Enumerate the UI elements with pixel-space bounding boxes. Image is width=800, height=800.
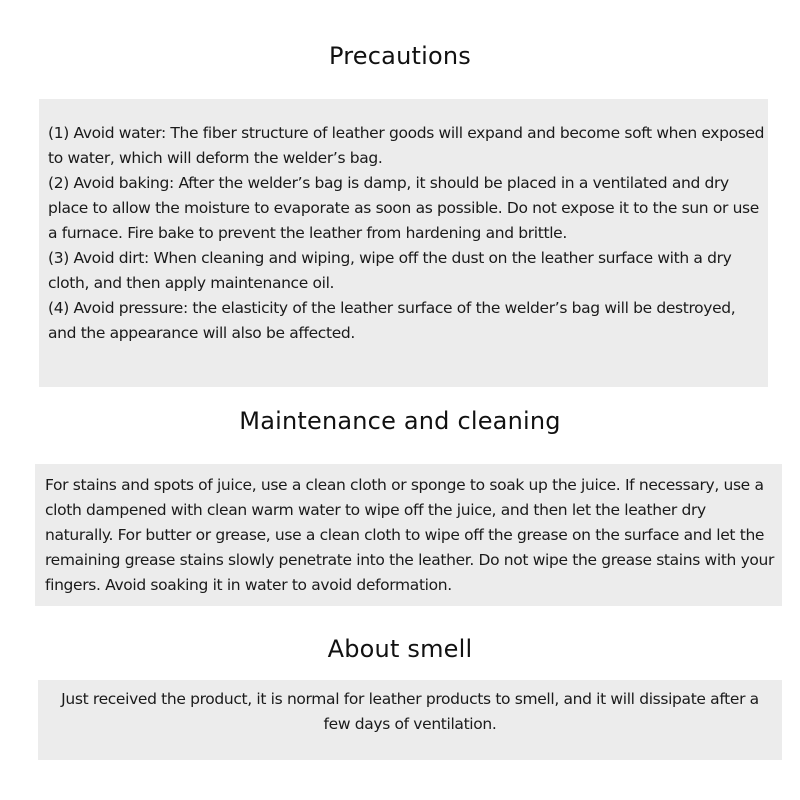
precautions-panel <box>39 99 768 387</box>
maintenance-panel <box>35 464 782 606</box>
smell-panel <box>38 680 782 760</box>
maintenance-text: For stains and spots of juice, use a clean cloth or sponge to soak up the juice. If necessary, use a cloth dampened with clean warm water to wipe off the juice, and then let the leather dry naturally. For butter or grease, use a clean cloth to wipe off the grease on the surface and let the remaining grease stains slowly penetrate into the leather. Do not wipe the grease stains with your fingers. Avoid soaking it in water to avoid deformation. <box>45 476 775 594</box>
precaution-item-baking: (2) Avoid baking: After the welder’s bag is damp, it should be placed in a ventilated and dry place to allow the moisture to evaporate as soon as possible. Do not expose it to the sun or use a furnace. Fire bake to prevent the leather from hardening and brittle. <box>48 174 759 242</box>
precaution-item-pressure: (4) Avoid pressure: the elasticity of the leather surface of the welder’s bag will be destroyed, and the appearance will also be affected. <box>48 299 736 342</box>
precaution-item-water: (1) Avoid water: The fiber structure of leather goods will expand and become soft when exposed to water, which will deform the welder’s bag. <box>48 124 765 167</box>
smell-heading: About smell <box>327 635 473 663</box>
precautions-heading: Precautions <box>329 42 471 70</box>
smell-text: Just received the product, it is normal for leather products to smell, and it will dissipate after a few days of ventilation. <box>61 690 759 733</box>
precaution-item-dirt: (3) Avoid dirt: When cleaning and wiping, wipe off the dust on the leather surface with a dry cloth, and then apply maintenance oil. <box>48 249 732 292</box>
maintenance-heading: Maintenance and cleaning <box>239 407 561 435</box>
